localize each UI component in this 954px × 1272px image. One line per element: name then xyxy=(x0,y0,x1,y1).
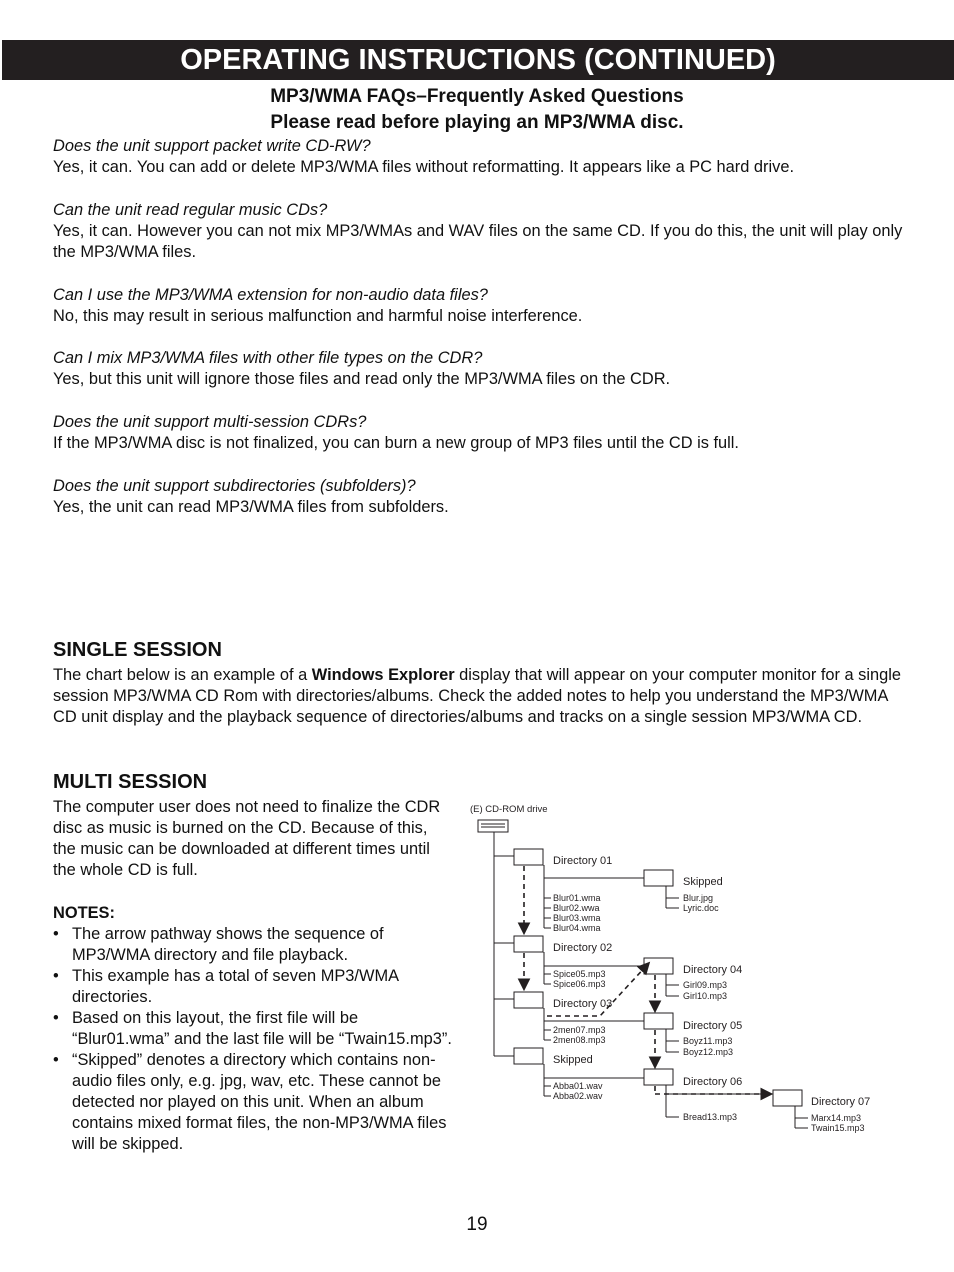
dir02-label: Directory 02 xyxy=(553,942,613,954)
single-session-text-after: display that will appear on your computer monitor for a single session MP3/WMA CD Rom with directories/albums. Check the added notes to help you understand the MP3/WMA CD unit display and the playback sequence of directories/albums and tracks on a single session MP3/WMA CD. xyxy=(53,666,902,726)
file-label: Blur04.wma xyxy=(553,923,601,933)
file-label: Spice05.mp3 xyxy=(553,969,606,979)
notes-heading: NOTES: xyxy=(53,904,115,922)
file-label: Marx14.mp3 xyxy=(811,1113,862,1123)
dir05-label: Directory 05 xyxy=(683,1020,743,1032)
bullet: • xyxy=(53,1051,59,1069)
faq-question: Does the unit support multi-session CDRs? xyxy=(53,413,367,431)
dir07-label: Directory 07 xyxy=(811,1096,871,1108)
bullet: • xyxy=(53,1009,59,1027)
file-label: Blur03.wma xyxy=(553,913,601,923)
file-label: Girl10.mp3 xyxy=(683,991,728,1001)
skipped-a-label: Skipped xyxy=(683,876,723,888)
dir04-label: Directory 04 xyxy=(683,964,743,976)
file-label: Abba01.wav xyxy=(553,1081,603,1091)
note-item: • This example has a total of seven MP3/WMA directories. xyxy=(53,967,399,1006)
bullet: • xyxy=(53,925,59,943)
file-label: Abba02.wav xyxy=(553,1091,603,1101)
windows-explorer-term: Windows Explorer xyxy=(311,666,455,684)
file-label: Bread13.mp3 xyxy=(683,1112,738,1122)
faq-question: Can the unit read regular music CDs? xyxy=(53,201,328,219)
skipped-b-label: Skipped xyxy=(553,1054,593,1066)
file-label: Lyric.doc xyxy=(683,903,719,913)
file-label: Boyz11.mp3 xyxy=(683,1036,733,1046)
faq-answer: Yes, it can. You can add or delete MP3/WMA files without reformatting. It appears like a PC hard drive. xyxy=(53,158,795,176)
file-label: Girl09.mp3 xyxy=(683,980,728,990)
dir03-label: Directory 03 xyxy=(553,998,613,1010)
multi-session-paragraph: The computer user does not need to finalize the CDR disc as music is burned on the CD. Because of this, the music can be downloaded at different times until the whole CD is full. xyxy=(53,798,441,879)
faq-subtitle: Please read before playing an MP3/WMA disc. xyxy=(270,112,684,133)
file-label: 2men08.mp3 xyxy=(553,1035,606,1045)
faq-question: Does the unit support packet write CD-RW? xyxy=(53,137,371,155)
faq-answer: Yes, but this unit will ignore those files and read only the MP3/WMA files on the CDR. xyxy=(53,370,671,388)
note-item: • Based on this layout, the first file will be “Blur01.wma” and the last file will be “Twain15.mp3”. xyxy=(53,1009,452,1048)
note-item: • The arrow pathway shows the sequence of MP3/WMA directory and file playback. xyxy=(53,925,384,964)
multi-session-heading: MULTI SESSION xyxy=(53,771,208,793)
dir06-label: Directory 06 xyxy=(683,1076,743,1088)
faq-answer: No, this may result in serious malfunction and harmful noise interference. xyxy=(53,307,583,325)
faq-question: Does the unit support subdirectories (subfolders)? xyxy=(53,477,416,495)
faq-answer: If the MP3/WMA disc is not finalized, you can burn a new group of MP3 files until the CD is full. xyxy=(53,434,739,452)
file-label: Boyz12.mp3 xyxy=(683,1047,734,1057)
note-item: • “Skipped” denotes a directory which contains non-audio files only, e.g. jpg, wav, etc. These cannot be detected nor played on this unit. When an album contains mixed format files, the non-MP3/WMA files will be skipped. xyxy=(53,1051,447,1153)
file-label: Twain15.mp3 xyxy=(811,1123,865,1133)
faq-title: MP3/WMA FAQs–Frequently Asked Questions xyxy=(270,86,684,107)
file-label: Spice06.mp3 xyxy=(553,979,606,989)
single-session-text-before: The chart below is an example of a xyxy=(53,666,312,684)
drive-label: (E) CD-ROM drive xyxy=(470,804,548,815)
bullet: • xyxy=(53,967,59,985)
file-label: Blur.jpg xyxy=(683,893,714,903)
page-number: 19 xyxy=(466,1214,488,1235)
faq-answer: Yes, it can. However you can not mix MP3/WMAs and WAV files on the same CD. If you do this, the unit will play only the MP3/WMA files. xyxy=(53,222,903,261)
faq-answer: Yes, the unit can read MP3/WMA files from subfolders. xyxy=(53,498,449,516)
file-label: Blur02.wwa xyxy=(553,903,600,913)
file-label: 2men07.mp3 xyxy=(553,1025,606,1035)
faq-question: Can I use the MP3/WMA extension for non-audio data files? xyxy=(53,286,488,304)
file-label: Blur01.wma xyxy=(553,893,601,903)
faq-question: Can I mix MP3/WMA files with other file types on the CDR? xyxy=(53,349,483,367)
page-header-title: OPERATING INSTRUCTIONS (CONTINUED) xyxy=(180,44,776,76)
dir01-label: Directory 01 xyxy=(553,855,613,867)
single-session-heading: SINGLE SESSION xyxy=(53,639,222,661)
